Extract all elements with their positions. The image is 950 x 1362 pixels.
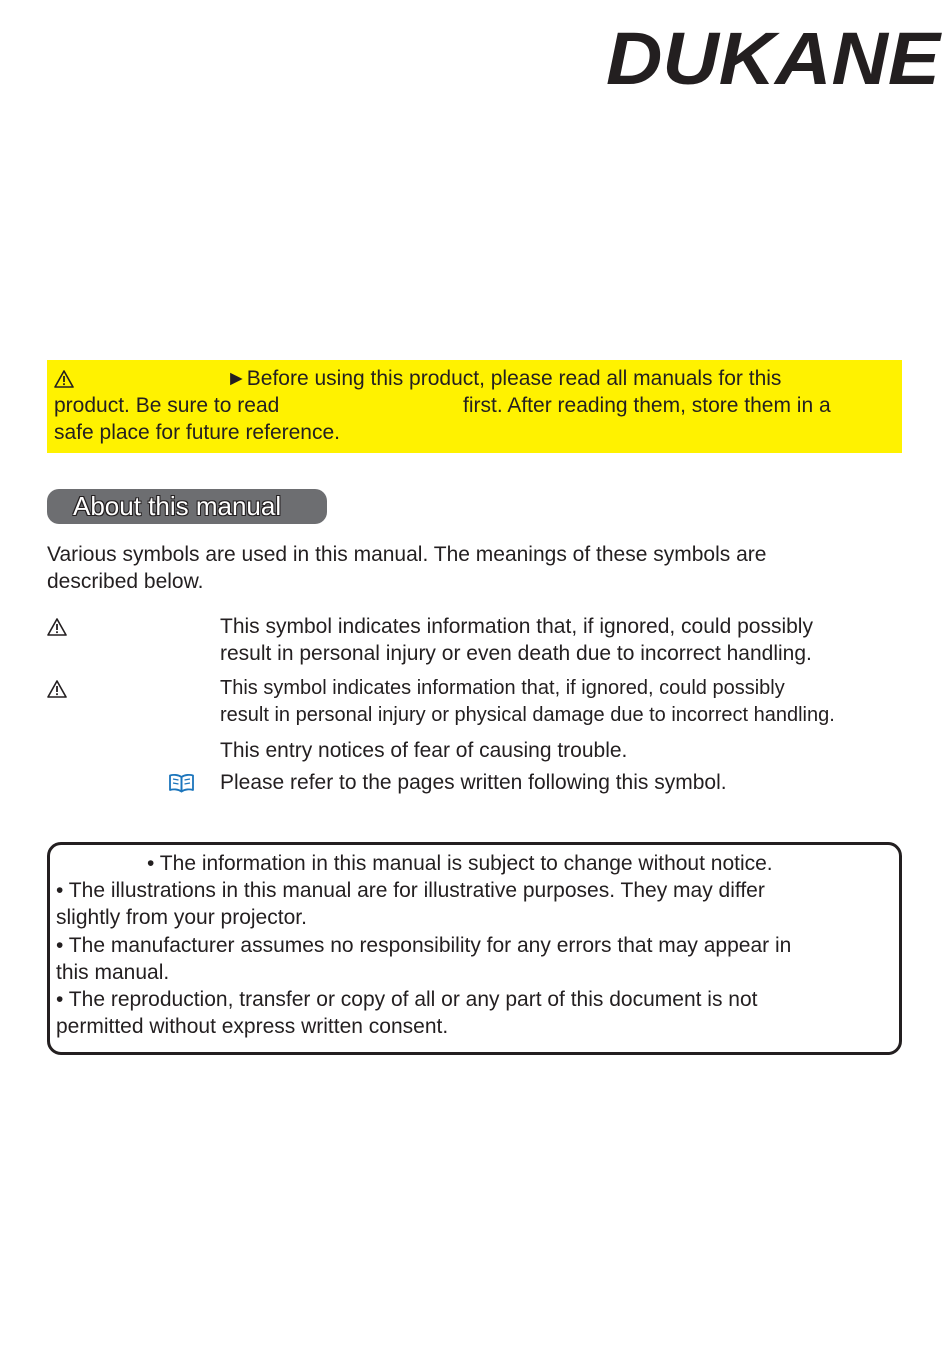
- notice-box: [47, 842, 902, 1055]
- warning-triangle-icon: [47, 618, 67, 641]
- warning-triangle-icon: [54, 368, 74, 395]
- warning-text-line-2b: first. After reading them, store them in a: [463, 394, 831, 417]
- page-reference-symbol-desc: Please refer to the pages written following this symbol.: [220, 771, 727, 794]
- caution-symbol-desc-line-1: This symbol indicates information that, if ignored, could possibly: [220, 677, 785, 699]
- book-icon: [168, 773, 195, 798]
- intro-line-2: described below.: [47, 570, 204, 593]
- warning-text-line-3: safe place for future reference.: [54, 421, 340, 444]
- warning-symbol-desc-line-1: This symbol indicates information that, if ignored, could possibly: [220, 615, 813, 638]
- notice-line-5: this manual.: [56, 961, 170, 984]
- warning-text-line-2a: product. Be sure to read: [54, 394, 280, 417]
- caution-triangle-icon: [47, 680, 67, 703]
- warning-text-line-1: ►Before using this product, please read all manuals for this: [226, 367, 782, 390]
- notice-line-7: permitted without express written consent.: [56, 1015, 449, 1038]
- notice-line-3: slightly from your projector.: [56, 906, 307, 929]
- section-title: About this manual: [47, 489, 327, 524]
- notice-line-1: • The information in this manual is subject to change without notice.: [147, 852, 773, 875]
- logo-wordmark: DUKANE: [606, 18, 943, 98]
- caution-symbol-desc-line-2: result in personal injury or physical damage due to incorrect handling.: [220, 704, 835, 726]
- notice-symbol-desc: This entry notices of fear of causing trouble.: [220, 739, 628, 762]
- warning-symbol-desc-line-2: result in personal injury or even death due to incorrect handling.: [220, 642, 812, 665]
- dukane-logo: [600, 18, 945, 98]
- notice-line-2: • The illustrations in this manual are for illustrative purposes. They may differ: [56, 879, 765, 902]
- notice-line-6: • The reproduction, transfer or copy of all or any part of this document is not: [56, 988, 758, 1011]
- read-manuals-warning-box: [47, 360, 902, 453]
- intro-line-1: Various symbols are used in this manual. The meanings of these symbols are: [47, 543, 767, 566]
- notice-line-4: • The manufacturer assumes no responsibility for any errors that may appear in: [56, 934, 792, 957]
